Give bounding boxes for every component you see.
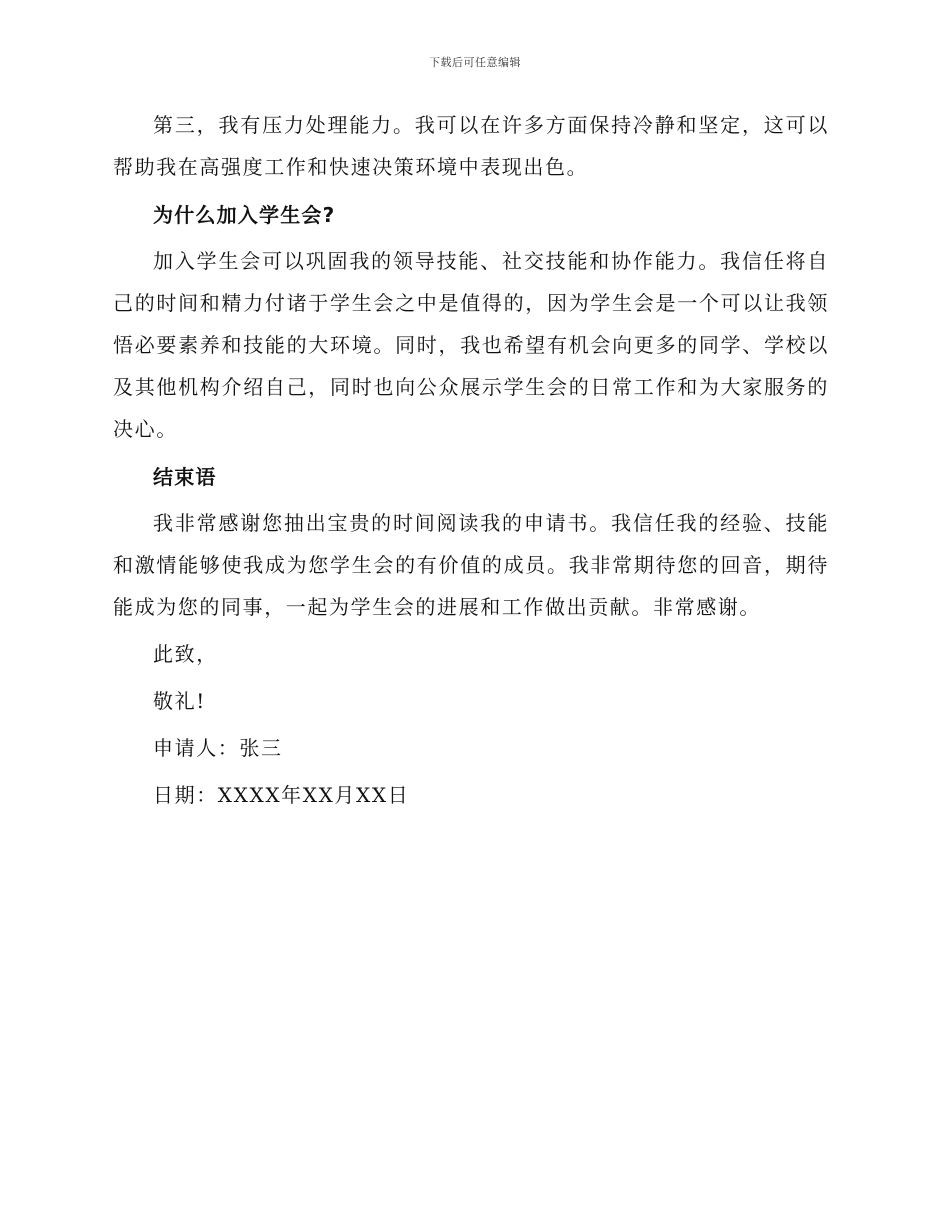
closing-regards: 敬礼!	[153, 689, 206, 713]
paragraph-conclusion: 我非常感谢您抽出宝贵的时间阅读我的申请书。我信任我的经验、技能和激情能够使我成为您学生会的有价值的成员。我非常期待您的回音，期待能成为您的同事，一起为学生会的进展和工作做出贡献。非常感谢。	[113, 511, 829, 619]
paragraph-pressure-handling: 第三，我有压力处理能力。我可以在许多方面保持冷静和坚定，这可以帮助我在高强度工作和快速决策环境中表现出色。	[113, 113, 829, 179]
paragraph-why-join: 加入学生会可以巩固我的领导技能、社交技能和协作能力。我信任将自己的时间和精力付诸于学生会之中是值得的，因为学生会是一个可以让我领悟必要素养和技能的大环境。同时，我也希望有机会向更多的同学、学校以及其他机构介绍自己，同时也向公众展示学生会的日常工作和为大家服务的决心。	[113, 249, 829, 441]
document-body	[113, 104, 829, 816]
heading-conclusion: 结束语	[153, 465, 217, 489]
applicant-name: 申请人：张三	[153, 736, 283, 760]
heading-why-join: 为什么加入学生会?	[153, 203, 336, 227]
page-header: 下载后可任意编辑	[429, 56, 521, 69]
application-date: 日期：XXXX年XX月XX日	[153, 783, 410, 807]
closing-salutation: 此致，	[153, 642, 218, 666]
